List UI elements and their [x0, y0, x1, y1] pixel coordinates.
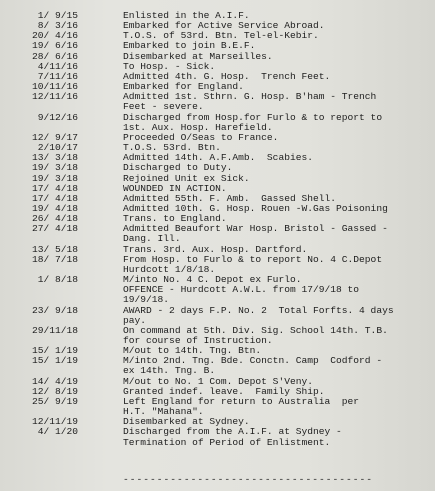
closing-dashed-rule: -------------------------------------	[123, 474, 374, 485]
entry-text: Trans. 3rd. Aux. Hosp. Dartford.	[123, 243, 308, 255]
entry-text: Hurdcott 1/8/18.	[123, 263, 216, 275]
entry-text: From Hosp. to Furlo & to report No. 4 C.Depot	[123, 253, 383, 265]
entry-text: Admitted 10th. G. Hosp. Rouen -W.Gas Poisoning	[123, 202, 388, 214]
record-entry-row	[0, 295, 435, 305]
column-gap	[78, 417, 123, 427]
entry-text: Enlisted in the A.I.F.	[123, 10, 250, 21]
entry-date: 13/ 5/18	[31, 243, 78, 255]
entry-date: 1/ 9/15	[37, 10, 78, 21]
record-entry-row	[0, 224, 435, 234]
service-record-entries	[0, 11, 435, 448]
column-gap	[78, 41, 123, 51]
record-entry-row	[0, 163, 435, 173]
record-entry-row	[0, 306, 435, 316]
column-gap	[78, 52, 123, 62]
column-gap	[78, 285, 123, 295]
entry-date: 23/ 9/18	[31, 304, 78, 316]
entry-text: Termination of Period of Enlistment.	[123, 436, 331, 448]
entry-date: 1/ 8/18	[37, 274, 78, 286]
entry-text: AWARD - 2 days F.P. No. 2 Total Forfts. 4 days	[123, 304, 394, 316]
entry-date: 17/ 4/18	[31, 192, 78, 204]
column-gap	[78, 113, 123, 123]
entry-date: 10/11/16	[31, 81, 78, 93]
column-gap	[78, 265, 123, 275]
entry-text: Proceeded O/Seas to France.	[123, 131, 279, 143]
column-gap	[78, 427, 123, 437]
record-entry-row	[0, 356, 435, 366]
entry-date: 7/11/16	[37, 70, 78, 82]
entry-date: 4/ 1/20	[37, 426, 78, 438]
entry-text: Disembarked at Sydney.	[123, 416, 250, 428]
entry-text: Rejoined Unit ex Sick.	[123, 172, 250, 184]
column-gap	[78, 366, 123, 376]
entry-text: Discharged to Duty.	[123, 162, 233, 174]
record-entry-row	[0, 285, 435, 295]
entry-date: 13/ 3/18	[31, 152, 78, 164]
entry-date: 27/ 4/18	[31, 223, 78, 235]
entry-text: Admitted 1st. Sthrn. G. Hosp. B'ham - Trench	[123, 91, 377, 103]
entry-date: 12/ 9/17	[31, 131, 78, 143]
column-gap	[78, 62, 123, 72]
entry-text: WOUNDED IN ACTION.	[123, 182, 227, 194]
entry-date: 19/ 4/18	[31, 202, 78, 214]
column-gap	[78, 275, 123, 285]
column-gap	[78, 92, 123, 102]
entry-text: ex 14th. Tng. B.	[123, 365, 216, 377]
entry-text: OFFENCE - Hurdcott A.W.L. from 17/9/18 to	[123, 284, 360, 296]
column-gap	[78, 397, 123, 407]
column-gap	[78, 407, 123, 417]
record-entry-row	[0, 92, 435, 102]
entry-text: Feet - severe.	[123, 101, 204, 113]
entry-date	[0, 295, 78, 305]
column-gap	[78, 123, 123, 133]
entry-date	[0, 438, 78, 448]
entry-date: 12/11/19	[31, 416, 78, 428]
record-entry-row	[0, 438, 435, 448]
entry-date: 20/ 4/16	[31, 30, 78, 42]
entry-text: pay.	[123, 314, 147, 326]
entry-text: To Hosp. - Sick.	[123, 60, 216, 72]
record-entry-row	[0, 397, 435, 407]
entry-text: M/into 2nd. Tng. Bde. Conctn. Camp Codford -	[123, 355, 383, 367]
column-gap	[78, 245, 123, 255]
column-gap	[78, 21, 123, 31]
entry-date: 25/ 9/19	[31, 395, 78, 407]
entry-text: 19/9/18.	[123, 294, 170, 306]
column-gap	[78, 295, 123, 305]
column-gap	[78, 82, 123, 92]
entry-text: Embarked for Active Service Abroad.	[123, 20, 325, 32]
column-gap	[78, 194, 123, 204]
entry-text: T.O.S. of 53rd. Btn. Tel-el-Kebir.	[123, 30, 319, 42]
entry-text: Discharged from Hosp.for Furlo & to report to	[123, 111, 383, 123]
entry-date: 14/ 4/19	[31, 375, 78, 387]
entry-text: Admitted 55th. F. Amb. Gassed Shell.	[123, 192, 337, 204]
column-gap	[78, 387, 123, 397]
entry-text: Granted indef. leave. Family Ship.	[123, 385, 325, 397]
column-gap	[78, 316, 123, 326]
entry-text: Disembarked at Marseilles.	[123, 50, 273, 62]
entry-text: Admitted 14th. A.F.Amb. Scabies.	[123, 152, 313, 164]
column-gap	[78, 102, 123, 112]
record-entry-row	[0, 255, 435, 265]
column-gap	[78, 204, 123, 214]
entry-date: 9/12/16	[37, 111, 78, 123]
column-gap	[78, 377, 123, 387]
entry-date: 28/ 6/16	[31, 50, 78, 62]
column-gap	[78, 31, 123, 41]
column-gap	[78, 306, 123, 316]
column-gap	[78, 336, 123, 346]
entry-text: Admitted 4th. G. Hosp. Trench Feet.	[123, 70, 331, 82]
entry-date: 2/10/17	[37, 142, 78, 154]
column-gap	[78, 133, 123, 143]
entry-text: Dang. Ill.	[123, 233, 181, 245]
entry-text: Trans. to England.	[123, 213, 227, 225]
entry-text: H.T. "Mahana".	[123, 406, 204, 418]
column-gap	[78, 234, 123, 244]
column-gap	[78, 356, 123, 366]
column-gap	[78, 224, 123, 234]
column-gap	[78, 153, 123, 163]
column-gap	[78, 72, 123, 82]
entry-date: 4/11/16	[37, 60, 78, 72]
entry-text: Admitted Beaufort War Hosp. Bristol - Gassed -	[123, 223, 388, 235]
entry-date: 8/ 3/16	[37, 20, 78, 32]
column-gap	[78, 255, 123, 265]
column-gap	[78, 143, 123, 153]
column-gap	[78, 163, 123, 173]
entry-text: 1st. Aux. Hosp. Harefield.	[123, 121, 273, 133]
entry-text: M/out to No. 1 Com. Depot S'Veny.	[123, 375, 313, 387]
entry-date: 29/11/18	[31, 324, 78, 336]
entry-text: M/out to 14th. Tng. Btn.	[123, 345, 262, 357]
entry-date: 15/ 1/19	[31, 355, 78, 367]
entry-date: 12/ 8/19	[31, 385, 78, 397]
entry-text: T.O.S. 53rd. Btn.	[123, 142, 221, 154]
entry-text: M/into No. 4 C. Depot ex Furlo.	[123, 274, 302, 286]
entry-date: 15/ 1/19	[31, 345, 78, 357]
entry-date: 17/ 4/18	[31, 182, 78, 194]
entry-text: Embarked to join B.E.F.	[123, 40, 256, 52]
entry-text: for course of Instruction.	[123, 335, 273, 346]
entry-text: Left England for return to Australia per	[123, 395, 360, 407]
entry-date: 26/ 4/18	[31, 213, 78, 225]
entry-date: 19/ 6/16	[31, 40, 78, 52]
entry-text: Embarked for England.	[123, 81, 244, 93]
entry-date: 19/ 3/18	[31, 172, 78, 184]
column-gap	[78, 184, 123, 194]
column-gap	[78, 11, 123, 21]
column-gap	[78, 438, 123, 448]
entry-date: 18/ 7/18	[31, 253, 78, 265]
entry-date: 19/ 3/18	[31, 162, 78, 174]
entry-text: On command at 5th. Div. Sig. School 14th. T.B.	[123, 324, 388, 336]
entry-date: 12/11/16	[31, 91, 78, 103]
entry-text: Discharged from the A.I.F. at Sydney -	[123, 426, 342, 438]
column-gap	[78, 326, 123, 336]
column-gap	[78, 346, 123, 356]
column-gap	[78, 214, 123, 224]
entry-date	[0, 285, 78, 295]
column-gap	[78, 174, 123, 184]
